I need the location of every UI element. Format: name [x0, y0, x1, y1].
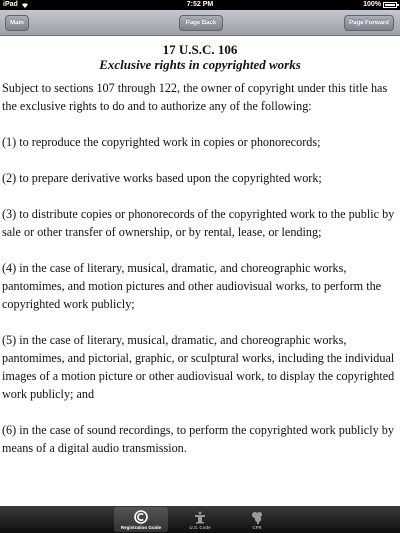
- document-body: [2, 79, 398, 475]
- document-subtitle: Exclusive rights in copyrighted works: [99, 57, 301, 72]
- us-code-icon: [193, 510, 207, 524]
- tab-label-cfr: CFR: [252, 525, 262, 530]
- page-forward-button[interactable]: Page Forward: [344, 15, 394, 31]
- paragraph-4: (4) in the case of literary, musical, dramatic, and choreographic works, pantomimes, and motion pictures and other audiovisual works, to perform the copyrighted work publicly;: [2, 261, 382, 311]
- paragraph-6: (6) in the case of sound recordings, to perform the copyrighted work publicly by means of a digital audio transmission.: [2, 423, 394, 455]
- status-battery: [363, 1, 397, 8]
- document-title: 17 U.S.C. 106: [162, 42, 238, 57]
- tab-label-us-code: U.S. Code: [189, 525, 211, 530]
- paragraph-2: (2) to prepare derivative works based upon the copyrighted work;: [2, 171, 322, 185]
- paragraph-5: (5) in the case of literary, musical, dramatic, and choreographic works, pantomimes, and pictorial, graphic, or sculptural works, including the individual images of a motion picture or other audiovisual work, to display the copyrighted work publicly; and: [2, 333, 395, 401]
- cfr-icon: [250, 510, 264, 524]
- tab-label-registration-guide: Registration Guide: [120, 525, 162, 530]
- paragraph-1: (1) to reproduce the copyrighted work in copies or phonorecords;: [2, 135, 321, 149]
- status-time: 7:52 PM: [186, 1, 214, 8]
- battery-icon: [383, 2, 397, 8]
- carrier-label: iPad: [3, 1, 18, 8]
- main-button[interactable]: Main: [5, 15, 29, 31]
- status-bar: [0, 0, 400, 10]
- tab-cfr[interactable]: [230, 507, 284, 532]
- paragraph-intro: Subject to sections 107 through 122, the owner of copyright under this title has the exclusive rights to do and to authorize any of the following:: [2, 81, 388, 113]
- page-back-button[interactable]: Page Back: [179, 15, 223, 31]
- navigation-bar: [0, 10, 400, 36]
- registration-guide-icon: [134, 510, 148, 524]
- tab-us-code[interactable]: [173, 507, 227, 532]
- battery-percentage: 100%: [363, 1, 381, 8]
- tab-registration-guide[interactable]: [114, 507, 168, 532]
- document-content: [0, 37, 400, 506]
- tab-bar: [0, 506, 400, 533]
- paragraph-3: (3) to distribute copies or phonorecords of the copyrighted work to the public by sale or other transfer of ownership, or by rental, lease, or lending;: [2, 207, 395, 239]
